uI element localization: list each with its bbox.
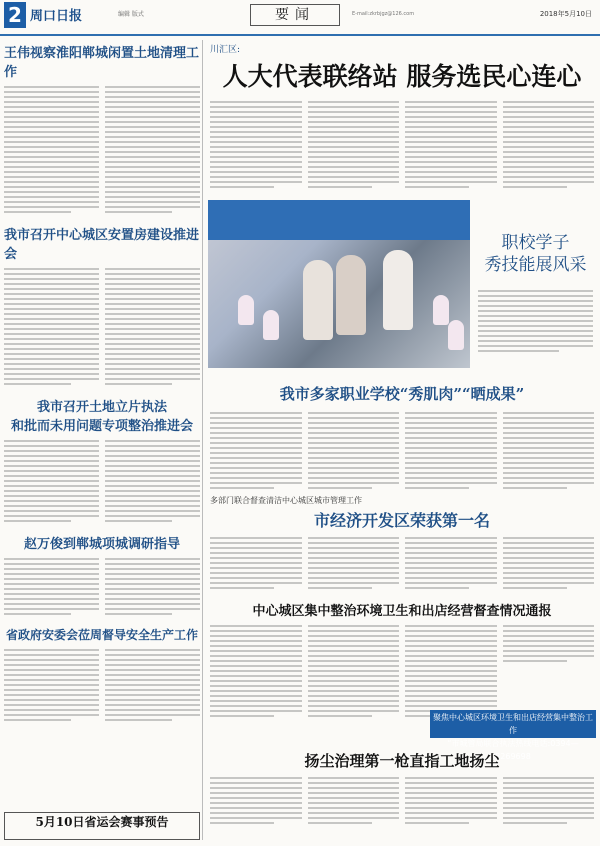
left-column	[4, 40, 200, 724]
feature-headline: 我市多家职业学校“秀肌肉”“晒成果”	[279, 385, 525, 403]
event-preview-headline: 5月10日省运会赛事预告	[35, 815, 169, 829]
photo-doll	[448, 320, 464, 350]
inspection-headline: 中心城区集中整治环境卫生和出店经营督查情况通报	[252, 604, 552, 619]
hotline-box-title: 聚焦中心城区环境卫生和出店经营集中整治工作	[433, 713, 593, 735]
article-body	[4, 86, 200, 216]
bottom-headline: 扬尘治理第一枪直指工地扬尘	[304, 752, 500, 770]
masthead	[0, 0, 600, 36]
article-headline: 王伟视察淮阳郸城闲置土地清理工作	[4, 46, 200, 80]
column-divider	[202, 40, 203, 840]
mid-story	[210, 495, 594, 592]
top-story-tagline: 川汇区:	[210, 45, 241, 55]
photo-person	[383, 250, 413, 330]
hotline-box-phone: “市城管局联合执法热线电话:0394—8269698	[447, 739, 579, 761]
top-story	[210, 42, 594, 191]
photo-caption-title	[478, 232, 593, 276]
contact-line: E-mail:zkrbjgz@126.com	[352, 11, 415, 17]
photo-person	[336, 255, 366, 335]
top-story-headline: 人大代表联络站 服务选民心连心	[222, 62, 582, 91]
bottom-body	[210, 777, 594, 827]
mid-headline: 市经济开发区荣获第一名	[313, 511, 490, 530]
news-photo	[208, 200, 470, 368]
event-preview-box	[4, 812, 200, 840]
article-headline-line2: 和批而未用问题专项整治推进会	[10, 419, 193, 434]
photo-doll	[433, 295, 449, 325]
issue-date: 2018年5月10日	[539, 10, 592, 18]
article-headline: 我市召开中心城区安置房建设推进会	[4, 228, 200, 262]
photo-doll	[263, 310, 279, 340]
photo-doll	[238, 295, 254, 325]
hotline-box	[430, 710, 596, 761]
section-label: 要闻	[250, 4, 340, 26]
photo-caption-title-line2: 秀技能展风采	[484, 255, 587, 275]
photo-person	[303, 260, 333, 340]
photo-caption-body	[478, 290, 593, 355]
inspection-body	[210, 625, 594, 720]
article-headline: 省政府安委会莅周督导安全生产工作	[5, 628, 198, 642]
article-body	[4, 440, 200, 525]
top-story-body	[210, 101, 594, 191]
mid-body	[210, 537, 594, 592]
article-body	[4, 558, 200, 618]
article-headline: 赵万俊到郸城项城调研指导	[23, 537, 180, 552]
feature-story	[210, 383, 594, 492]
paper-name: 周口日报	[30, 9, 83, 24]
article-headline: 我市召开土地立片执法	[36, 400, 167, 415]
article-body	[4, 268, 200, 388]
inspection-story	[210, 600, 594, 720]
page-number: 2	[4, 2, 26, 28]
bottom-story	[210, 750, 594, 827]
mid-kicker: 多部门联合督查清洁中心城区城市管理工作	[210, 496, 362, 505]
photo-caption-title-line1: 职校学子	[501, 233, 570, 253]
feature-body	[210, 412, 594, 492]
editor-line: 编辑 版式	[118, 11, 144, 18]
photo-tent-banner	[208, 200, 470, 240]
article-body	[4, 649, 200, 724]
